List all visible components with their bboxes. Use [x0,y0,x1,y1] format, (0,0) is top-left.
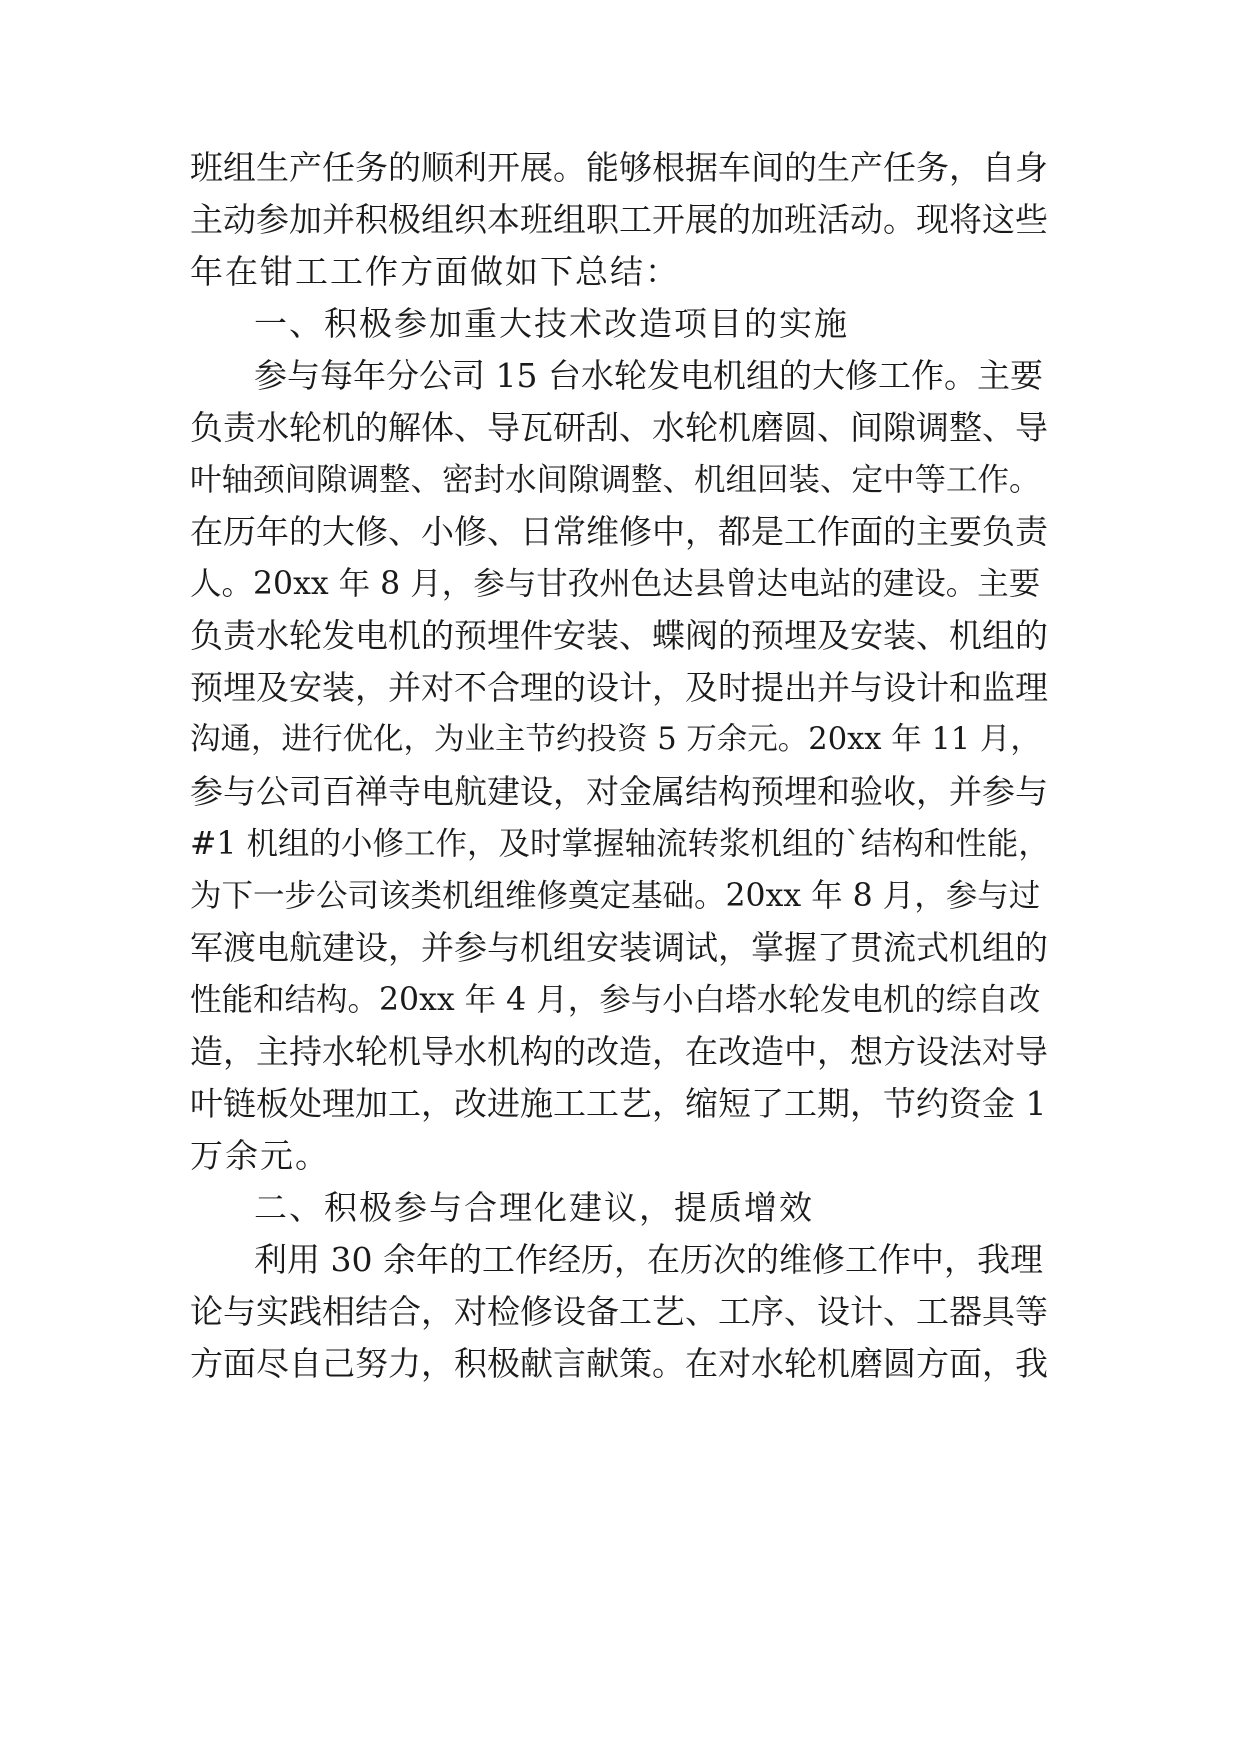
text-line: 军渡电航建设，并参与机组安装调试，掌握了贯流式机组的 [190,928,1048,967]
text-line: 利用 30 余年的工作经历，在历次的维修工作中，我理 [254,1240,1043,1279]
text-line: 造，主持水轮机导水机构的改造，在改造中，想方设法对导 [190,1032,1048,1071]
text-line: 在历年的大修、小修、日常维修中，都是工作面的主要负责 [190,512,1048,551]
text-line: 论与实践相结合，对检修设备工艺、工序、设计、工器具等 [190,1292,1048,1331]
text-line: 万余元。 [190,1136,330,1175]
text-line: 人。20xx 年 8 月，参与甘孜州色达县曾达电站的建设。主要 [190,566,1041,602]
text-line: 负责水轮机的解体、导瓦研刮、水轮机磨圆、间隙调整、导 [190,408,1048,447]
text-line: 负责水轮发电机的预埋件安装、蝶阀的预埋及安装、机组的 [190,616,1048,655]
text-line: 叶链板处理加工，改进施工工艺，缩短了工期，节约资金 1 [190,1084,1047,1123]
text-line: 叶轴颈间隙调整、密封水间隙调整、机组回装、定中等工作。 [190,462,1041,498]
text-line: 参与每年分公司 15 台水轮发电机组的大修工作。主要 [254,356,1043,395]
text-line: 为下一步公司该类机组维修奠定基础。20xx 年 8 月，参与过 [190,878,1041,914]
text-line: 性能和结构。20xx 年 4 月，参与小白塔水轮发电机的综自改 [190,982,1041,1018]
section-heading: 一、积极参加重大技术改造项目的实施 [254,304,849,343]
text-line: 预埋及安装，并对不合理的设计，及时提出并与设计和监理 [190,668,1048,707]
text-line: 年在钳工工作方面做如下总结： [190,252,680,291]
text-line: 方面尽自己努力，积极献言献策。在对水轮机磨圆方面，我 [190,1344,1048,1383]
text-line: #1 机组的小修工作，及时掌握轴流转浆机组的`结构和性能， [190,826,1050,862]
section-heading: 二、积极参与合理化建议，提质增效 [254,1188,814,1227]
text-line: 班组生产任务的顺利开展。能够根据车间的生产任务，自身 [190,148,1048,187]
text-line: 参与公司百禅寺电航建设，对金属结构预埋和验收，并参与 [190,772,1048,811]
text-line: 沟通，进行优化，为业主节约投资 5 万余元。20xx 年 11 月， [190,722,1041,757]
text-line: 主动参加并积极组织本班组职工开展的加班活动。现将这些 [190,200,1048,239]
